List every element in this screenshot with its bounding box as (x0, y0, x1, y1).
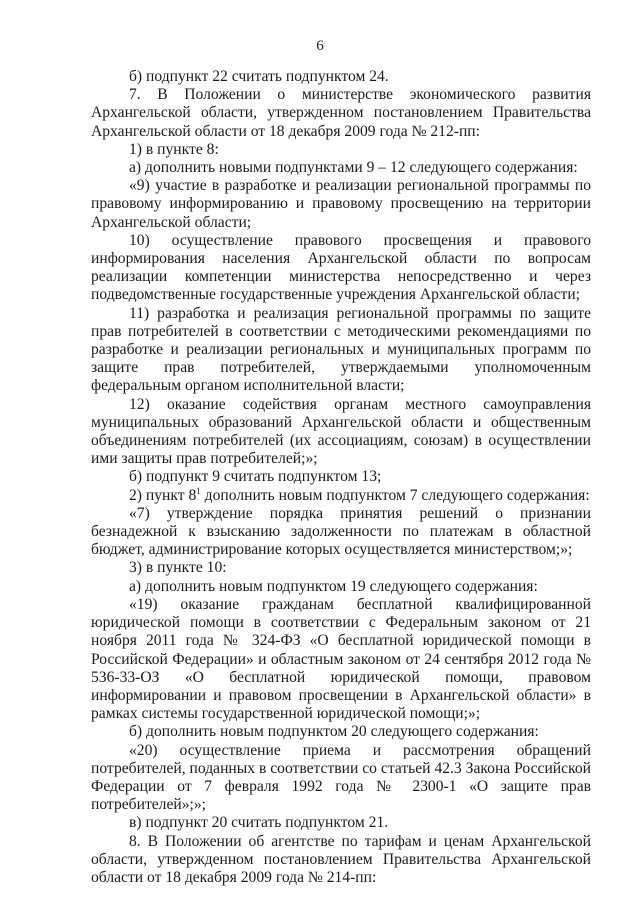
paragraph: 2) пункт $8^1$ дополнить новым подпунктом 7 следующего содержания: (129, 485, 590, 504)
document-body (91, 68, 591, 887)
paragraph: в) подпункт 20 считать подпунктом 21. (129, 814, 389, 832)
paragraph: 12) оказание содействия органам местного самоуправления муниципальных образований Архангельской области и общественным объединениям потребителей (их ассоциациям, союзам) в осуществлении ими защиты прав потребителей;»; (91, 395, 591, 468)
paragraph: 11) разработка и реализация региональной программы по защите прав потребителей в соответствии с методическими рекомендациями по разработке и реализации региональных и муниципальных программ по защите прав потребителей, утверждаемыми уполномоченным федеральным органом исполнительной власти; (91, 304, 591, 395)
paragraph: а) дополнить новыми подпунктами 9 – 12 следующего содержания: (129, 159, 578, 177)
paragraph: 3) в пункте 10: (129, 559, 227, 577)
paragraph: 10) осуществление правового просвещения и правового информирования населения Архангельской области по вопросам реализации компетенции министерства непосредственно и через подведомственные государственные учреждения Архангельской области; (91, 231, 591, 304)
paragraph: а) дополнить новым подпунктом 19 следующего содержания: (129, 577, 538, 595)
paragraph: 8. В Положении об агентстве по тарифам и ценам Архангельской области, утвержденном постановлением Правительства Архангельской области от 18 декабря 2009 года № 214-пп: (91, 832, 591, 886)
paragraph: 1) в пункте 8: (129, 140, 219, 158)
paragraph: б) дополнить новым подпунктом 20 следующего содержания: (129, 723, 539, 741)
paragraph: «9) участие в разработке и реализации региональной программы по правовому информированию и правовому просвещению на территории Архангельской области; (91, 177, 591, 231)
paragraph: б) подпункт 9 считать подпунктом 13; (129, 468, 382, 486)
paragraph: «19) оказание гражданам бесплатной квалифицированной юридической помощи в соответствии с Федеральным законом от 21 ноября 2011 года № 324-ФЗ «О бесплатной юридической помощи в Российской Федерации» и областным законом от 24 сентября 2012 года № 536-33-ОЗ «О бесплатной юридической помощи, правовом информировании и правовом просвещении в Архангельской области» в рамках системы государственной юридической помощи;»; (91, 595, 591, 723)
paragraph: «20) осуществление приема и рассмотрения обращений потребителей, поданных в соответствии со статьей 42.3 Закона Российской Федерации от 7 февраля 1992 года № 2300-1 «О защите прав потребителей»;»; (91, 741, 591, 814)
paragraph: б) подпункт 22 считать подпунктом 24. (129, 68, 389, 85)
paragraph: 7. В Положении о министерстве экономического развития Архангельской области, утвержденном постановлением Правительства Архангельской области от 18 декабря 2009 года № 212-пп: (91, 86, 591, 140)
paragraph: «7) утверждение порядка принятия решений о признании безнадежной к взысканию задолженности по платежам в областной бюджет, администрирование которых осуществляется министерством;»; (91, 504, 591, 559)
page-number: 6 (316, 38, 324, 54)
